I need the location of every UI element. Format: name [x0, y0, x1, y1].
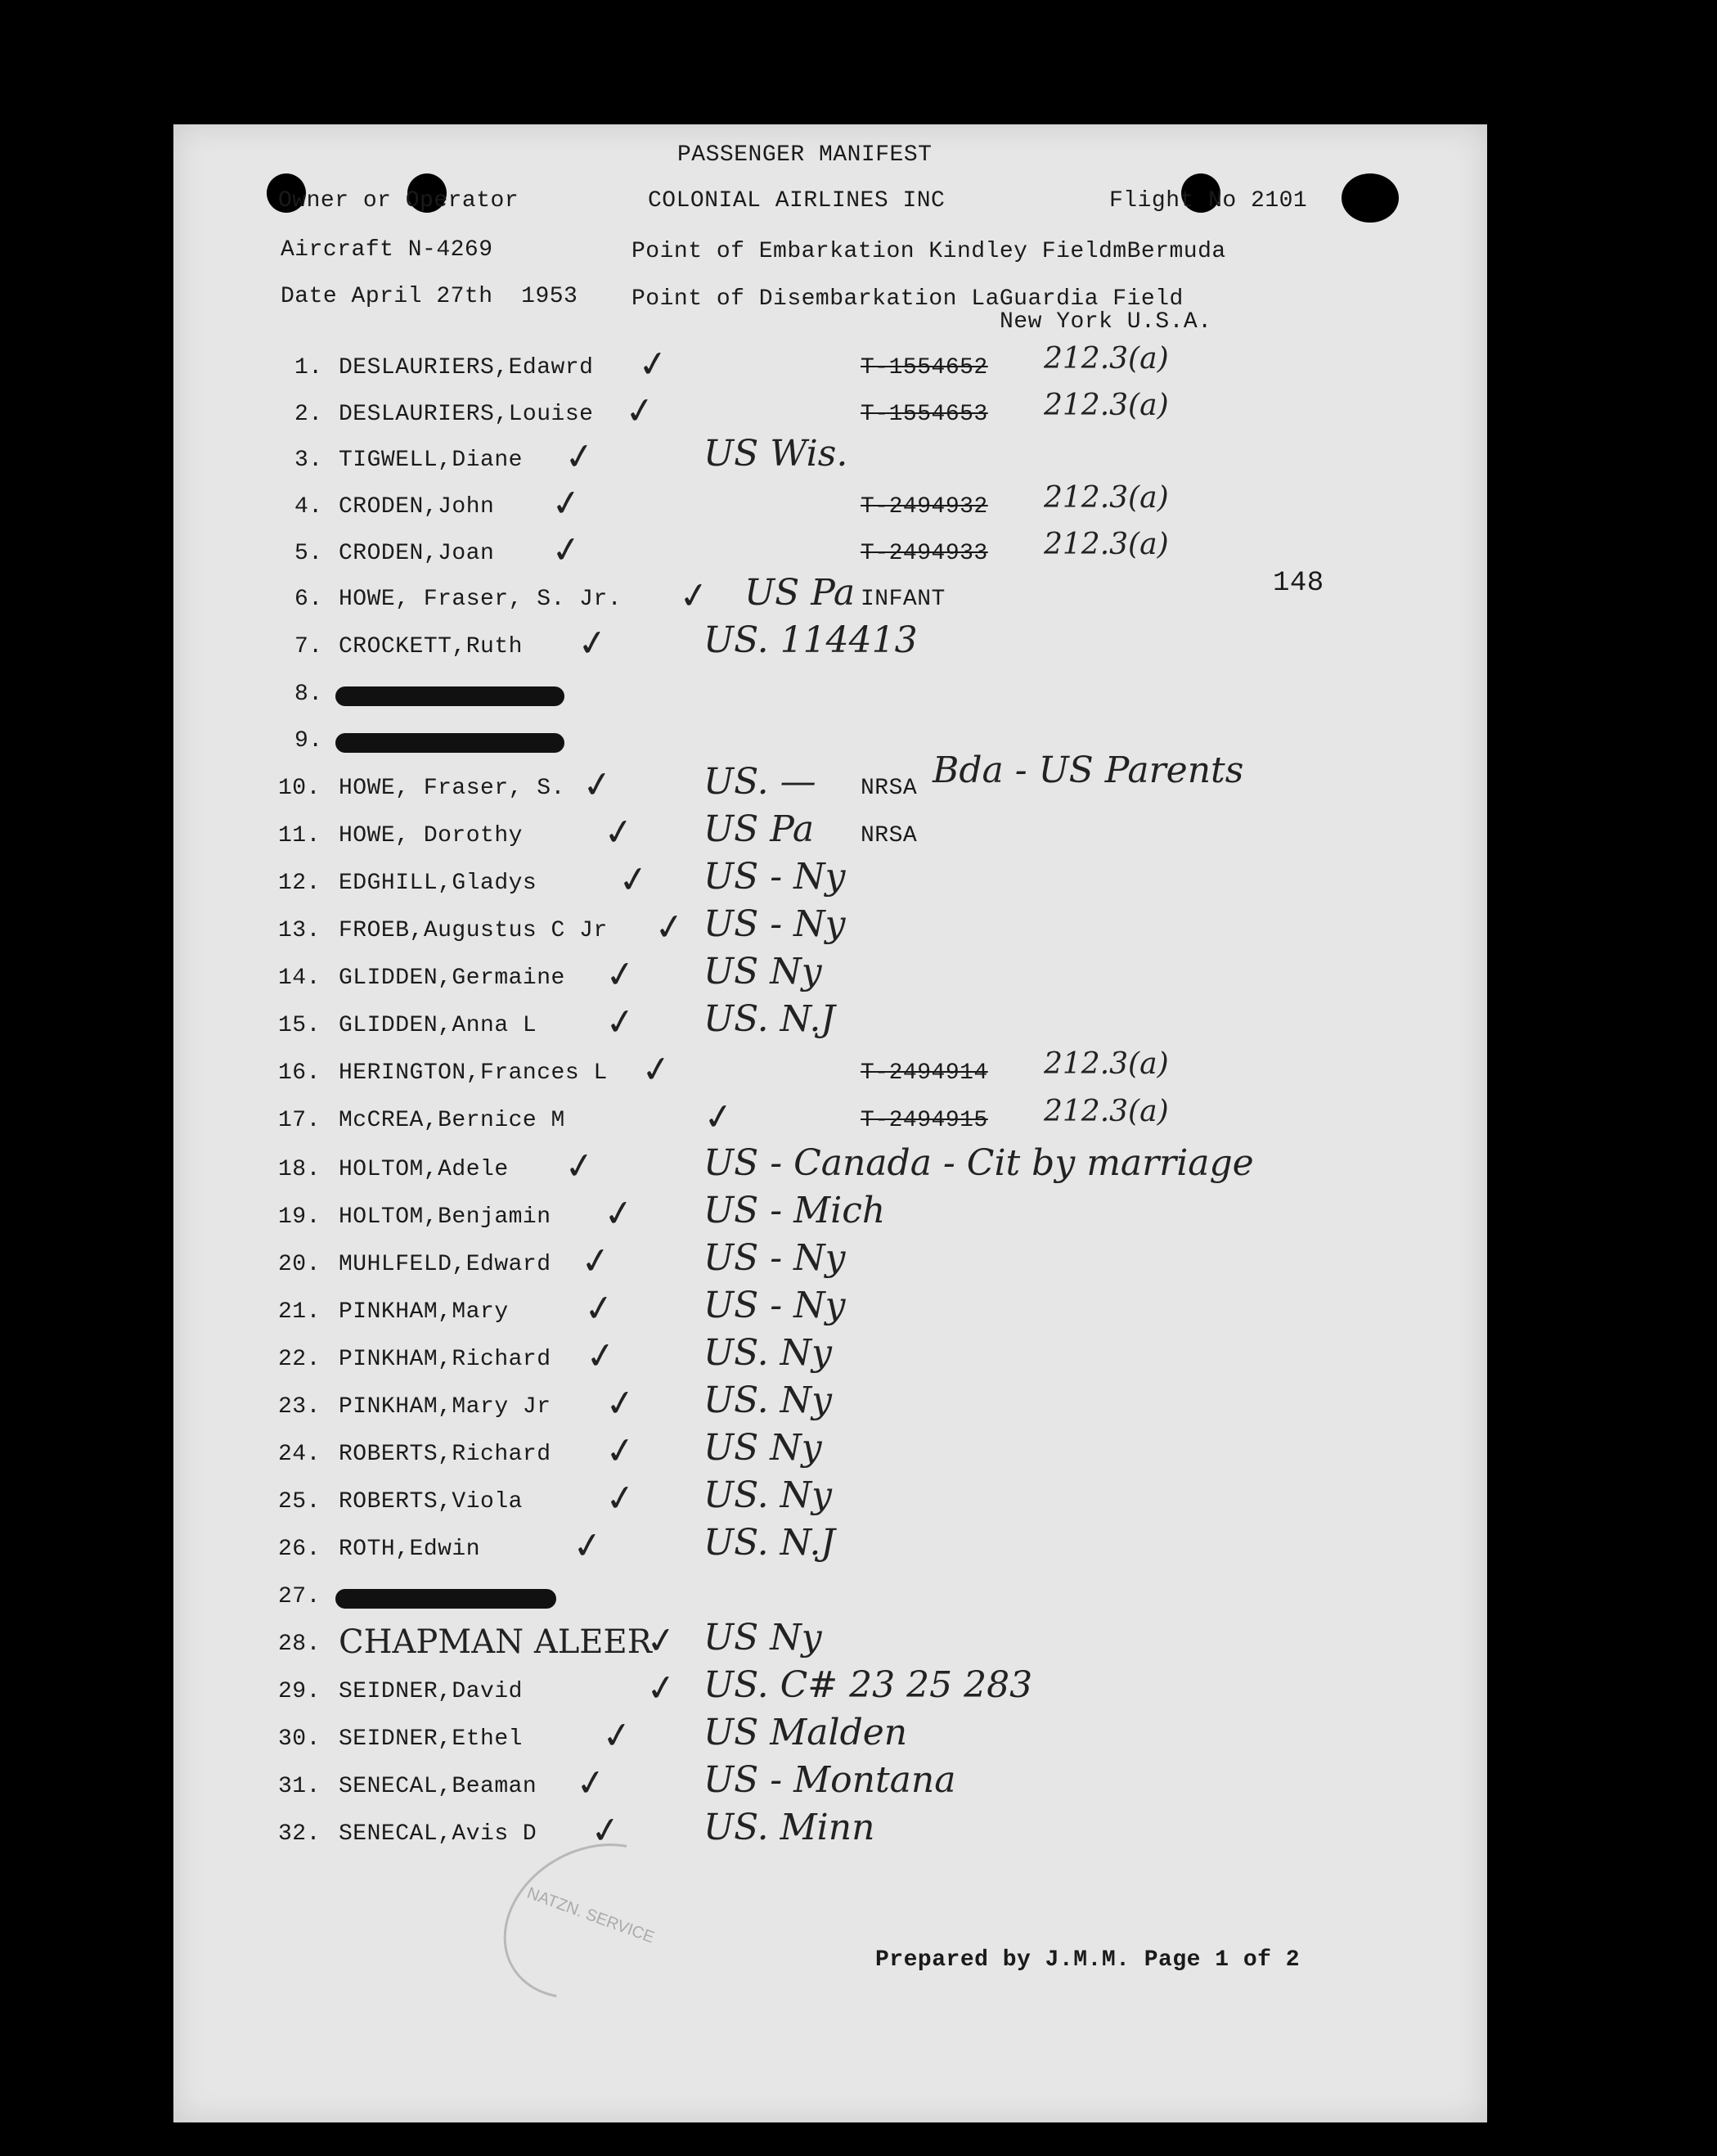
passenger-name: GLIDDEN,Anna L: [339, 1013, 537, 1038]
passenger-name: CROCKETT,Ruth: [339, 634, 523, 659]
passenger-name: CRODEN,John: [339, 494, 495, 520]
check-mark: ✓: [602, 1428, 639, 1474]
row-number: 1.: [294, 355, 323, 380]
handwritten-note: US. C# 23 25 283: [703, 1664, 1033, 1706]
passenger-name: HOWE, Fraser, S. Jr.: [339, 587, 623, 612]
passenger-name: PINKHAM,Mary: [339, 1299, 509, 1325]
handwritten-note: US Ny: [703, 951, 822, 992]
passenger-name: SENECAL,Avis D: [339, 1821, 537, 1847]
punch-hole: [1342, 173, 1399, 223]
check-mark: ✓: [676, 573, 712, 619]
check-mark: ✓: [600, 809, 637, 856]
passenger-name: PINKHAM,Richard: [339, 1347, 551, 1372]
row-number: 4.: [294, 494, 323, 520]
handwritten-note: 212.3(a): [1044, 389, 1169, 422]
handwritten-note: 212.3(a): [1044, 1095, 1169, 1128]
handwritten-note: US. Ny: [703, 1332, 832, 1374]
row-number: 5.: [294, 541, 323, 566]
check-mark: ✓: [573, 1760, 609, 1807]
check-mark: ✓: [578, 1238, 614, 1285]
check-mark: ✓: [602, 999, 639, 1046]
row-number: 7.: [294, 634, 323, 659]
handwritten-note: 212.3(a): [1044, 528, 1169, 561]
passenger-name: ROBERTS,Richard: [339, 1442, 551, 1467]
handwritten-note: US. N.J: [703, 998, 835, 1040]
handwritten-note: US Pa: [703, 808, 815, 850]
handwritten-note: US. Ny: [703, 1474, 832, 1516]
row-number: 10.: [278, 776, 321, 801]
passenger-name: HOLTOM,Benjamin: [339, 1204, 551, 1230]
check-mark: ✓: [548, 480, 585, 527]
handwritten-note: US. —: [703, 761, 816, 803]
check-mark: ✓: [579, 762, 616, 808]
passenger-name: HOWE, Fraser, S.: [339, 776, 565, 801]
owner-label: Owner or Operator: [278, 188, 519, 214]
document-number: T-2494932: [861, 494, 988, 520]
date: Date April 27th 1953: [281, 284, 578, 309]
check-mark: ✓: [638, 1046, 675, 1093]
owner-value: COLONIAL AIRLINES INC: [648, 188, 946, 214]
passenger-name: HERINGTON,Frances L: [339, 1060, 608, 1086]
document-number: T-1554652: [861, 355, 988, 380]
check-mark: ✓: [602, 1475, 639, 1522]
handwritten-note: US - Ny: [703, 1237, 846, 1279]
redacted-name: [335, 686, 564, 706]
passenger-name: GLIDDEN,Germaine: [339, 965, 565, 991]
handwritten-note: US - Ny: [703, 903, 846, 945]
row-number: 27.: [278, 1584, 321, 1609]
document-number: T-1554653: [861, 402, 988, 427]
page-number-stamp: 148: [1273, 568, 1324, 599]
handwritten-note: US - Montana: [703, 1759, 956, 1801]
row-number: 3.: [294, 448, 323, 473]
passenger-name: FROEB,Augustus C Jr: [339, 918, 608, 943]
passenger-name: SENECAL,Beaman: [339, 1774, 537, 1799]
row-number: 31.: [278, 1774, 321, 1799]
row-number: 26.: [278, 1537, 321, 1562]
row-number: 21.: [278, 1299, 321, 1325]
passenger-name: DESLAURIERS,Edawrd: [339, 355, 594, 380]
row-number: 25.: [278, 1489, 321, 1515]
row-number: 29.: [278, 1679, 321, 1704]
check-mark: ✓: [600, 1191, 637, 1237]
footer-prepared-by: Prepared by J.M.M. Page 1 of 2: [875, 1947, 1301, 1973]
row-number: 23.: [278, 1394, 321, 1420]
passenger-name: ROTH,Edwin: [339, 1537, 481, 1562]
check-mark: ✓: [615, 857, 652, 903]
handwritten-note: US. Minn: [703, 1807, 875, 1848]
document-number: INFANT: [861, 587, 946, 612]
stamp-text: NATZN. SERVICE: [524, 1884, 657, 1947]
check-mark: ✓: [581, 1285, 618, 1332]
row-number: 32.: [278, 1821, 321, 1847]
row-number: 24.: [278, 1442, 321, 1467]
handwritten-note: 212.3(a): [1044, 342, 1169, 376]
aircraft: Aircraft N-4269: [281, 237, 493, 263]
row-number: 6.: [294, 587, 323, 612]
passenger-name: HOLTOM,Adele: [339, 1157, 509, 1182]
disembarkation-line-2: New York U.S.A.: [1000, 309, 1212, 335]
check-mark: ✓: [582, 1333, 619, 1380]
passenger-name: McCREA,Bernice M: [339, 1108, 565, 1133]
check-mark: ✓: [602, 1380, 639, 1427]
row-number: 13.: [278, 918, 321, 943]
handwritten-note: US. 114413: [703, 619, 918, 661]
row-number: 17.: [278, 1108, 321, 1133]
row-number: 2.: [294, 402, 323, 427]
check-mark: ✓: [599, 1713, 636, 1759]
check-mark: ✓: [587, 1807, 624, 1854]
handwritten-note: US. N.J: [703, 1522, 835, 1564]
passenger-name: CRODEN,Joan: [339, 541, 495, 566]
handwritten-note: US - Canada - Cit by marriage: [703, 1142, 1254, 1184]
check-mark: ✓: [548, 527, 585, 574]
row-number: 11.: [278, 823, 321, 848]
check-mark: ✓: [574, 620, 611, 667]
flight-number: Flight No 2101: [1109, 188, 1308, 214]
check-mark: ✓: [651, 904, 688, 951]
check-mark: ✓: [602, 952, 639, 998]
handwritten-note: US Wis.: [703, 433, 848, 475]
disembarkation-line-1: Point of Disembarkation LaGuardia Field: [632, 286, 1184, 312]
passenger-name: MUHLFELD,Edward: [339, 1252, 551, 1277]
check-mark: ✓: [643, 1665, 680, 1712]
check-mark: ✓: [700, 1094, 737, 1141]
passenger-name: ROBERTS,Viola: [339, 1489, 523, 1515]
check-mark: ✓: [635, 341, 672, 388]
passenger-name: DESLAURIERS,Louise: [339, 402, 594, 427]
row-number: 30.: [278, 1726, 321, 1752]
handwritten-note: 212.3(a): [1044, 1047, 1169, 1081]
passenger-name: PINKHAM,Mary Jr: [339, 1394, 551, 1420]
row-number: 20.: [278, 1252, 321, 1277]
handwritten-note: US Pa: [744, 572, 856, 614]
redacted-name: [335, 1589, 556, 1609]
row-number: 15.: [278, 1013, 321, 1038]
passenger-name: TIGWELL,Diane: [339, 448, 523, 473]
document-number: T-2494933: [861, 541, 988, 566]
passenger-name: SEIDNER,Ethel: [339, 1726, 523, 1752]
manifest-title: PASSENGER MANIFEST: [677, 142, 933, 168]
handwritten-note: US. Ny: [703, 1380, 832, 1421]
row-number: 18.: [278, 1157, 321, 1182]
handwritten-note: US - Ny: [703, 856, 846, 898]
redacted-name: [335, 733, 564, 753]
handwritten-note: US - Mich: [703, 1190, 886, 1231]
document-number: T-2494915: [861, 1108, 988, 1133]
check-mark: ✓: [561, 434, 598, 480]
row-number: 14.: [278, 965, 321, 991]
handwritten-note: US Malden: [703, 1712, 908, 1753]
document-number: NRSA: [861, 823, 918, 848]
check-mark: ✓: [643, 1618, 680, 1664]
row-number: 12.: [278, 871, 321, 896]
passenger-name: EDGHILL,Gladys: [339, 871, 537, 896]
embarkation: Point of Embarkation Kindley FieldmBermuda: [632, 239, 1226, 264]
handwritten-note: 212.3(a): [1044, 481, 1169, 515]
handwritten-note: US - Ny: [703, 1285, 846, 1326]
check-mark: ✓: [622, 388, 658, 434]
document-number: NRSA: [861, 776, 918, 801]
check-mark: ✓: [569, 1523, 606, 1569]
handwritten-note: Bda - US Parents: [933, 749, 1244, 791]
row-number: 9.: [294, 728, 323, 754]
passenger-name: CHAPMAN ALEER: [339, 1623, 652, 1661]
row-number: 16.: [278, 1060, 321, 1086]
row-number: 28.: [278, 1632, 321, 1657]
passenger-name: SEIDNER,David: [339, 1679, 523, 1704]
row-number: 19.: [278, 1204, 321, 1230]
row-number: 22.: [278, 1347, 321, 1372]
handwritten-note: US Ny: [703, 1427, 822, 1469]
row-number: 8.: [294, 682, 323, 707]
handwritten-note: US Ny: [703, 1617, 822, 1659]
check-mark: ✓: [561, 1143, 598, 1190]
passenger-name: HOWE, Dorothy: [339, 823, 523, 848]
document-number: T-2494914: [861, 1060, 988, 1086]
